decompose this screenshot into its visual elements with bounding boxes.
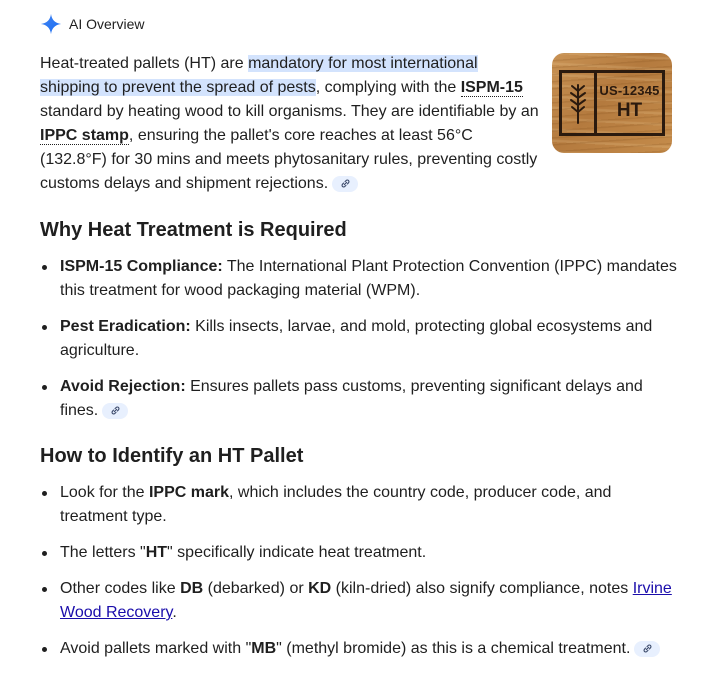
item-text: Avoid pallets marked with " [60, 640, 252, 657]
highlighted-text: mandatory for most international shipping to prevent the spread of pests [40, 55, 478, 96]
stamp-treatment: HT [616, 100, 643, 121]
source-link-chip[interactable] [634, 641, 660, 657]
list-item [40, 577, 680, 625]
link-icon [642, 643, 653, 654]
ispm-term[interactable]: ISPM-15 [460, 79, 523, 96]
list-item [40, 541, 680, 565]
item-text: . [172, 604, 177, 621]
stamp-codes [597, 73, 662, 133]
link-icon [340, 178, 351, 189]
item-text: Other codes like [60, 580, 181, 597]
list-item [40, 481, 680, 529]
item-label: Avoid Rejection: [60, 378, 186, 395]
section-heading-why: Why Heat Treatment is Required [40, 219, 347, 241]
ht-stamp-thumbnail[interactable] [552, 53, 672, 153]
list-item [40, 375, 680, 423]
list-item [40, 637, 680, 661]
item-label: Pest Eradication: [60, 318, 191, 335]
source-link-chip[interactable] [102, 403, 128, 419]
sparkle-icon [40, 13, 62, 35]
intro-paragraph [40, 52, 540, 196]
item-text: " specifically indicate heat treatment. [167, 544, 427, 561]
list-item [40, 315, 680, 363]
item-text: , which includes the country code, producer code, and treatment type. [60, 484, 612, 525]
stamp-country-code: US-12345 [599, 83, 660, 98]
intro-text: standard by heating wood to kill organisms. They are identifiable by an [40, 103, 539, 120]
source-link-chip[interactable] [332, 176, 358, 192]
item-bold: HT [145, 544, 168, 561]
item-text: " (methyl bromide) as this is a chemical treatment. [276, 640, 631, 657]
item-bold: IPPC mark [148, 484, 229, 501]
item-text: The letters " [60, 544, 146, 561]
intro-text: , complying with the [315, 79, 461, 96]
section-heading-identify: How to Identify an HT Pallet [40, 445, 304, 467]
item-text: The International Plant Protection Convention (IPPC) mandates this treatment for wood packaging material (WPM). [60, 258, 677, 299]
item-text: (kiln-dried) also signify compliance, notes [331, 580, 633, 597]
header-title: AI Overview [69, 16, 145, 32]
item-text: Ensures pallets pass customs, preventing significant delays and fines. [60, 378, 643, 419]
item-bold: MB [251, 640, 277, 657]
intro-text: , ensuring the pallet's core reaches at least 56°C (132.8°F) for 30 mins and meets phytosanitary rules, preventing costly customs delays and shipment rejections. [40, 127, 538, 192]
item-text: Kills insects, larvae, and mold, protecting global ecosystems and agriculture. [60, 318, 653, 359]
item-bold: KD [308, 580, 332, 597]
link-icon [110, 405, 121, 416]
item-bold: DB [180, 580, 204, 597]
why-list [40, 255, 680, 435]
item-text: Look for the [60, 484, 149, 501]
item-label: ISPM-15 Compliance: [60, 258, 223, 275]
list-item [40, 255, 680, 303]
ai-overview-header [40, 13, 144, 35]
ippc-term[interactable]: IPPC stamp [40, 127, 129, 144]
item-text: (debarked) or [203, 580, 309, 597]
intro-text: Heat-treated pallets (HT) are [40, 55, 249, 72]
ippc-stamp [559, 70, 665, 136]
irvine-wood-recovery-link[interactable]: Irvine Wood Recovery [60, 580, 672, 621]
wheat-icon [562, 73, 597, 133]
identify-list [40, 481, 680, 673]
